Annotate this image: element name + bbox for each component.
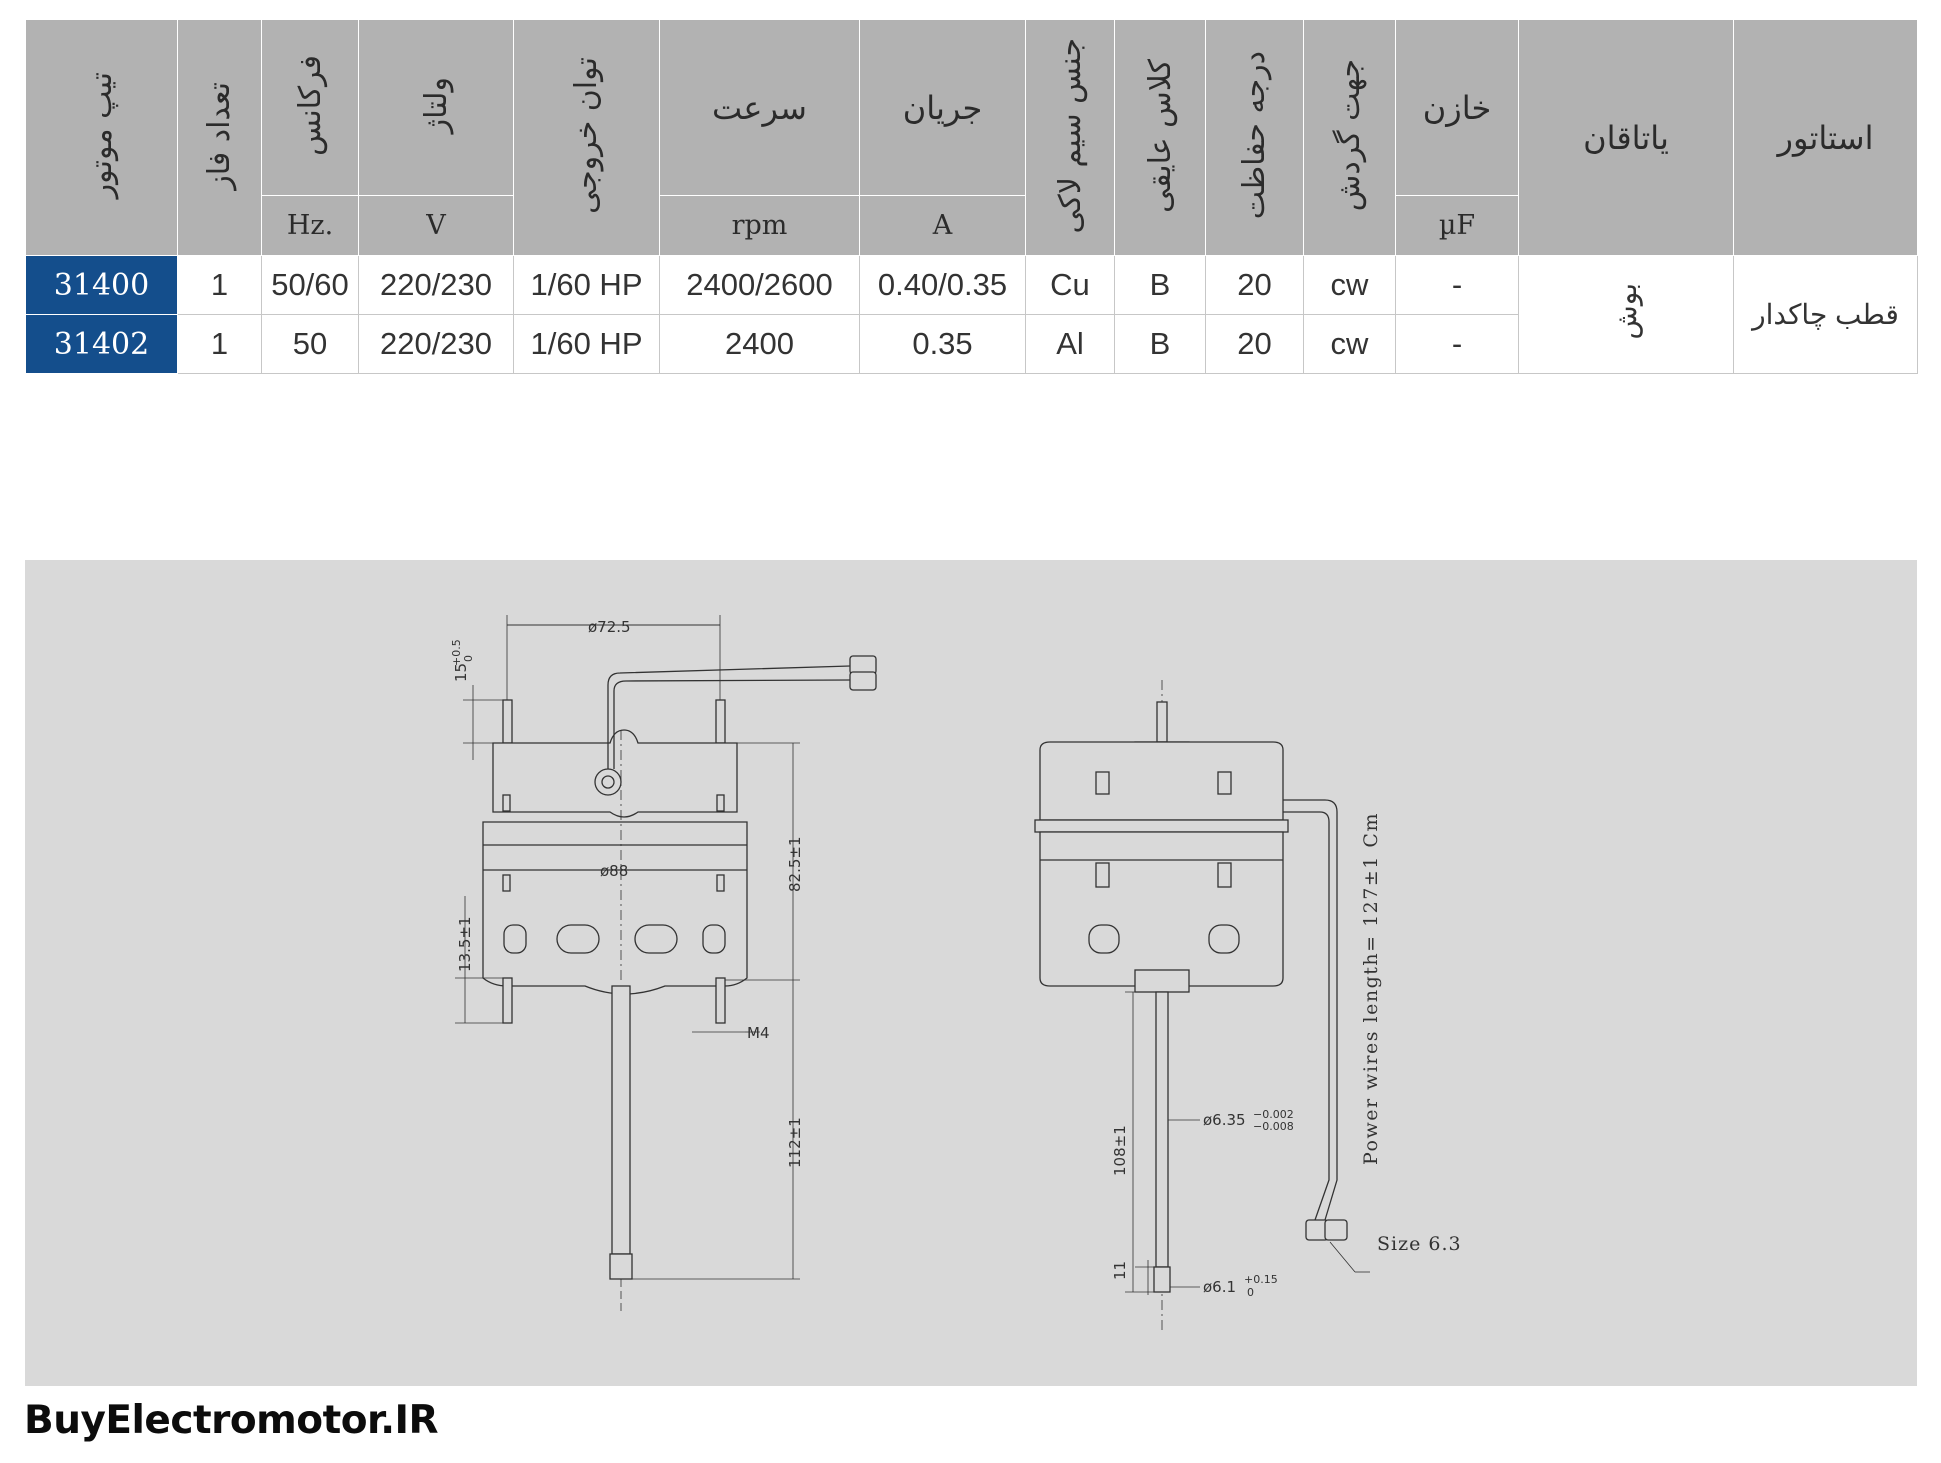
cell-power: 1/60 HP [514, 315, 660, 374]
svg-text:+0.15: +0.15 [1244, 1273, 1278, 1286]
header-speed: سرعت [660, 20, 860, 196]
motor-top-view [455, 615, 876, 1315]
dim-body-height: 82.5±1 [786, 836, 804, 892]
cell-model: 31400 [26, 256, 178, 315]
svg-text:0: 0 [462, 655, 475, 662]
header-wire-material: جنس سیم لاکی [1026, 20, 1115, 256]
unit-speed: rpm [660, 196, 860, 256]
cell-stator: قطب چاکدار [1734, 256, 1918, 374]
header-output-power: توان خروجی [514, 20, 660, 256]
dim-shaft-length-left: 112±1 [786, 1117, 804, 1168]
header-capacitor: خازن [1396, 20, 1519, 196]
cell-insulation: B [1115, 256, 1206, 315]
cell-frequency: 50/60 [262, 256, 359, 315]
header-voltage: ولتاژ [359, 20, 514, 196]
cell-capacitor: - [1396, 256, 1519, 315]
cell-voltage: 220/230 [359, 315, 514, 374]
motor-technical-drawing [25, 560, 1917, 1386]
connector-size-label: Size 6.3 [1377, 1233, 1462, 1255]
specifications-table [25, 19, 1918, 374]
brand-watermark: BuyElectromotor.IR [24, 1398, 439, 1443]
dim-shaft-length-right: 108±1 [1111, 1125, 1129, 1176]
dim-foot-height: 13.5±1 [456, 916, 474, 972]
dim-shaft-diameter [1203, 1108, 1294, 1133]
cell-phase: 1 [178, 315, 262, 374]
unit-current: A [860, 196, 1026, 256]
cell-capacitor: - [1396, 315, 1519, 374]
cell-frequency: 50 [262, 315, 359, 374]
svg-text:0: 0 [1247, 1286, 1254, 1299]
svg-text:15: 15 [452, 662, 470, 682]
cell-bearing: بوش [1519, 256, 1734, 374]
motor-side-view [1035, 680, 1370, 1330]
cell-power: 1/60 HP [514, 256, 660, 315]
cell-wire: Al [1026, 315, 1115, 374]
cell-speed: 2400/2600 [660, 256, 860, 315]
svg-text:ø6.35: ø6.35 [1203, 1111, 1246, 1129]
cell-model: 31402 [26, 315, 178, 374]
header-current: جریان [860, 20, 1026, 196]
cell-voltage: 220/230 [359, 256, 514, 315]
svg-text:−0.002: −0.002 [1253, 1108, 1294, 1121]
header-phase-count: تعداد فاز [178, 20, 262, 256]
header-motor-type: تیپ موتور [26, 20, 178, 256]
dim-thread-size: M4 [747, 1024, 770, 1042]
svg-text:ø6.1: ø6.1 [1203, 1278, 1237, 1296]
cell-protection: 20 [1206, 315, 1304, 374]
cell-rotation: cw [1304, 315, 1396, 374]
svg-text:−0.008: −0.008 [1253, 1120, 1294, 1133]
unit-frequency: Hz. [262, 196, 359, 256]
header-bearing: یاتاقان [1519, 20, 1734, 256]
header-protection-degree: درجه حفاظت [1206, 20, 1304, 256]
unit-voltage: V [359, 196, 514, 256]
cell-protection: 20 [1206, 256, 1304, 315]
cell-phase: 1 [178, 256, 262, 315]
table-row [26, 256, 1918, 315]
wire-length-label: Power wires length= 127±1 Cm [1360, 812, 1382, 1165]
cell-insulation: B [1115, 315, 1206, 374]
dim-stud-height [450, 639, 475, 682]
dim-tip-diameter [1203, 1273, 1278, 1299]
cell-rotation: cw [1304, 256, 1396, 315]
header-stator: استاتور [1734, 20, 1918, 256]
cell-current: 0.40/0.35 [860, 256, 1026, 315]
header-frequency: فرکانس [262, 20, 359, 196]
header-rotation: جهت گردش [1304, 20, 1396, 256]
cell-wire: Cu [1026, 256, 1115, 315]
header-insulation-class: کلاس عایقی [1115, 20, 1206, 256]
unit-capacitor: µF [1396, 196, 1519, 256]
dim-body-diameter: ø88 [600, 862, 629, 880]
technical-drawing-panel [25, 560, 1917, 1386]
dim-top-diameter: ø72.5 [588, 618, 631, 636]
cell-speed: 2400 [660, 315, 860, 374]
svg-text:+0.5: +0.5 [450, 639, 463, 666]
dim-tip-length: 11 [1111, 1260, 1129, 1280]
cell-current: 0.35 [860, 315, 1026, 374]
